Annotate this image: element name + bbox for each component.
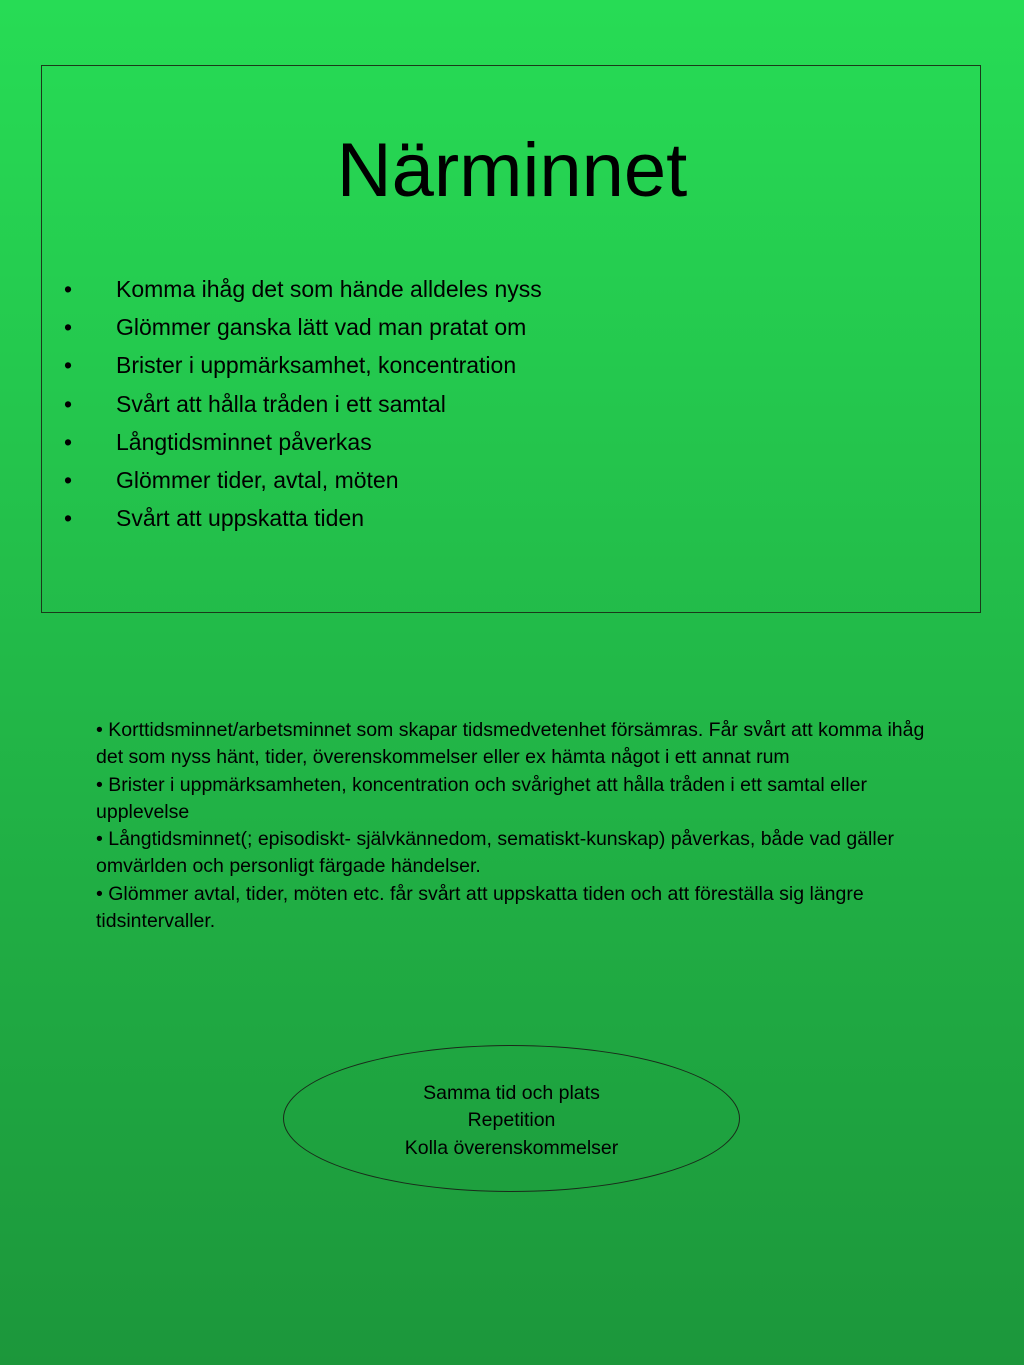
bullet-icon: • (64, 390, 73, 417)
bullet-icon: • (64, 352, 73, 379)
bullet-text: Komma ihåg det som hände alldeles nyss (116, 276, 542, 302)
bullet-icon: • (64, 505, 73, 532)
bullet-icon: • (64, 276, 73, 302)
bullet-text: Långtidsminnet påverkas (116, 428, 372, 455)
bullet-text: Glömmer tider, avtal, möten (116, 466, 399, 493)
note-paragraph: • Brister i uppmärksamheten, koncentration och svårighet att hålla tråden i ett samtal eller upplevelse (96, 773, 867, 823)
ellipse-text (283, 1080, 740, 1162)
ellipse-line: Kolla överenskommelser (404, 1136, 619, 1159)
bullet-text: Svårt att uppskatta tiden (116, 505, 365, 532)
bullet-icon: • (64, 428, 73, 455)
speaker-notes (96, 717, 938, 935)
bullet-text: Brister i uppmärksamhet, koncentration (116, 352, 517, 379)
bullet-text: Glömmer ganska lätt vad man pratat om (116, 314, 527, 341)
note-paragraph: • Korttidsminnet/arbetsminnet som skapar tidsmedvetenhet försämras. Får svårt att komma ihåg det som nyss hänt, tider, överenskommelser eller ex hämta något i ett annat rum (96, 719, 925, 769)
bullet-icon: • (64, 314, 73, 341)
bullet-icon: • (64, 466, 73, 493)
ellipse-line: Repetition (467, 1109, 556, 1132)
bullet-text: Svårt att hålla tråden i ett samtal (116, 390, 446, 417)
ellipse-line: Samma tid och plats (423, 1082, 600, 1104)
note-paragraph: • Glömmer avtal, tider, möten etc. får svårt att uppskatta tiden och att föreställa sig längre tidsintervaller. (96, 882, 864, 933)
slide-title: Närminnet (336, 128, 688, 213)
note-paragraph: • Långtidsminnet(; episodiskt- självkännedom, sematiskt-kunskap) påverkas, både vad gäller omvärlden och personligt färgade händelser. (96, 828, 895, 878)
